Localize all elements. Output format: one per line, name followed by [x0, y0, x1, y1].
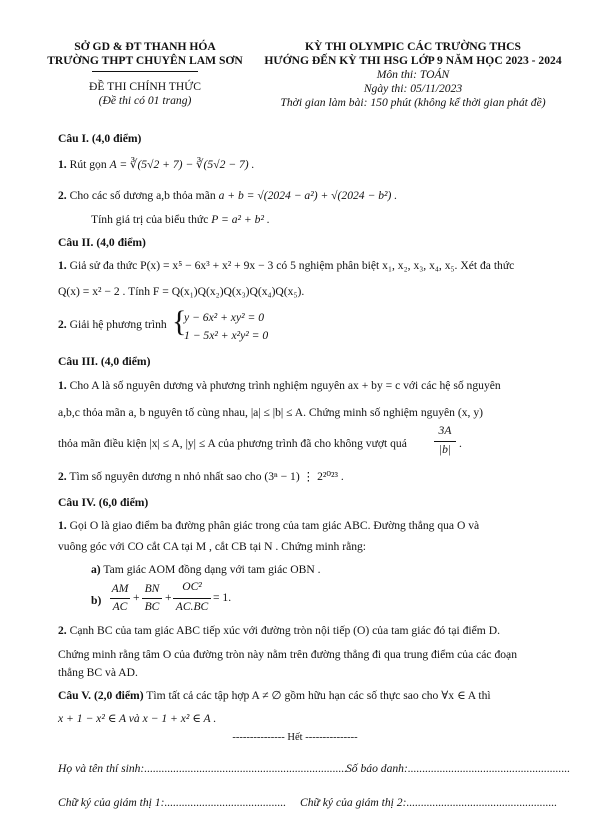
- math-expression: a + b = √(2024 − a²) + √(2024 − b²) .: [218, 189, 398, 202]
- fraction-bar: [110, 598, 130, 599]
- question-part: 2. Tìm số nguyên dương n nhỏ nhất sao cho (3ⁿ − 1) ⋮ 2²⁰²³ .: [58, 470, 344, 483]
- question-part-line: x + 1 − x² ∈ A và x − 1 + x² ∈ A .: [58, 712, 217, 725]
- end-marker: --------------- Hết ---------------: [232, 732, 358, 743]
- system-brace: {: [172, 305, 187, 338]
- school-name: TRƯỜNG THPT CHUYÊN LAM SƠN: [47, 54, 243, 67]
- exam-title: KỲ THI OLYMPIC CÁC TRƯỜNG THCS: [305, 40, 521, 53]
- question-heading: Câu I. (4,0 điểm): [58, 132, 142, 145]
- fraction-bar: [142, 598, 162, 599]
- question-part-line: vuông góc với CO cắt CA tại M , cắt CB tại N . Chứng minh rằng:: [58, 540, 367, 553]
- exam-subject: Môn thi: TOÁN: [376, 68, 450, 81]
- candidate-id-field: Số báo danh:........................................................: [346, 762, 571, 775]
- question-part: Câu V. (2,0 điểm) Tìm tất cả các tập hợp A ≠ ∅ gồm hữu hạn các số thực sao cho ∀x ∈ A thì: [58, 689, 491, 702]
- question-part: 1. Rút gọn A = ∛(5√2 + 7) − ∛(5√2 − 7) .: [58, 158, 255, 171]
- question-heading: Câu IV. (6,0 điểm): [58, 496, 149, 509]
- exam-subtitle: HƯỚNG ĐẾN KỲ THI HSG LỚP 9 NĂM HỌC 2023 - 2024: [264, 54, 562, 67]
- question-part: 2. Giải hệ phương trình: [58, 318, 167, 331]
- dept-name: SỞ GD & ĐT THANH HÓA: [74, 40, 216, 53]
- fraction-denominator: |b|: [438, 443, 452, 456]
- fraction-bar: [434, 441, 456, 442]
- invigilator-2-signature: Chữ ký của giám thị 2:....................................................: [300, 796, 558, 809]
- question-heading: Câu V. (2,0 điểm): [58, 689, 144, 702]
- question-part-line: Tính giá trị của biểu thức P = a² + b² .: [91, 213, 270, 226]
- candidate-name-field: Họ và tên thí sinh:......................................................................: [58, 762, 348, 775]
- question-heading: Câu II. (4,0 điểm): [58, 236, 146, 249]
- question-part: 1. Cho A là số nguyên dương và phương trình nghiệm nguyên ax + by = c với các hệ số nguyên: [58, 379, 501, 392]
- system-equation-2: 1 − 5x² + x²y² = 0: [184, 329, 269, 342]
- sub-part-a: a) Tam giác AOM đồng dạng với tam giác OBN .: [91, 563, 321, 576]
- invigilator-1-signature: Chữ ký của giám thị 1:..........................................: [58, 796, 287, 809]
- fraction-bar: [173, 598, 211, 599]
- question-part-line: Q(x) = x² − 2 . Tính F = Q(x₁)Q(x₂)Q(x₃)Q(x₄)Q(x₅).: [58, 285, 305, 298]
- question-heading: Câu III. (4,0 điểm): [58, 355, 151, 368]
- exam-date: Ngày thi: 05/11/2023: [363, 82, 463, 95]
- fraction-numerator: 3A: [438, 424, 452, 437]
- exam-duration: Thời gian làm bài: 150 phút (không kể thời gian phát đề): [280, 96, 546, 109]
- page-count: (Đề thi có 01 trang): [98, 94, 192, 107]
- math-expression: A = ∛(5√2 + 7) − ∛(5√2 − 7) .: [109, 158, 255, 171]
- question-part: 1. Gọi O là giao điểm ba đường phân giác trong của tam giác ABC. Đường thẳng qua O và: [58, 519, 480, 532]
- question-part-line: a,b,c thỏa mãn a, b nguyên tố cùng nhau, |a| ≤ |b| ≤ A. Chứng minh số nghiệm nguyên (x, y): [58, 406, 483, 419]
- official-label: ĐỀ THI CHÍNH THỨC: [89, 80, 201, 93]
- fraction-period: .: [459, 437, 462, 450]
- system-equation-1: y − 6x² + xy² = 0: [184, 311, 264, 324]
- question-part: 2. Cho các số dương a,b thỏa mãn a + b = √(2024 − a²) + √(2024 − b²) .: [58, 189, 398, 202]
- question-part: 1. Giả sử đa thức P(x) = x⁵ − 6x³ + x² + 9x − 3 có 5 nghiệm phân biệt x₁, x₂, x₃, x₄, x₅. Xét đa thức: [58, 259, 515, 272]
- header-rule-left: [92, 71, 198, 72]
- question-part-line: thẳng BC và AD.: [58, 666, 138, 679]
- question-part-line: thỏa mãn điều kiện |x| ≤ A, |y| ≤ A của phương trình đã cho không vượt quá: [58, 437, 407, 450]
- math-expression: P = a² + b² .: [211, 213, 270, 226]
- question-part: 2. Cạnh BC của tam giác ABC tiếp xúc với đường tròn nội tiếp (O) của tam giác đó tại điểm D.: [58, 624, 500, 637]
- question-part-line: Chứng minh rằng tâm O của đường tròn này nằm trên đường thẳng đi qua trung điểm của các đoạn: [58, 648, 518, 661]
